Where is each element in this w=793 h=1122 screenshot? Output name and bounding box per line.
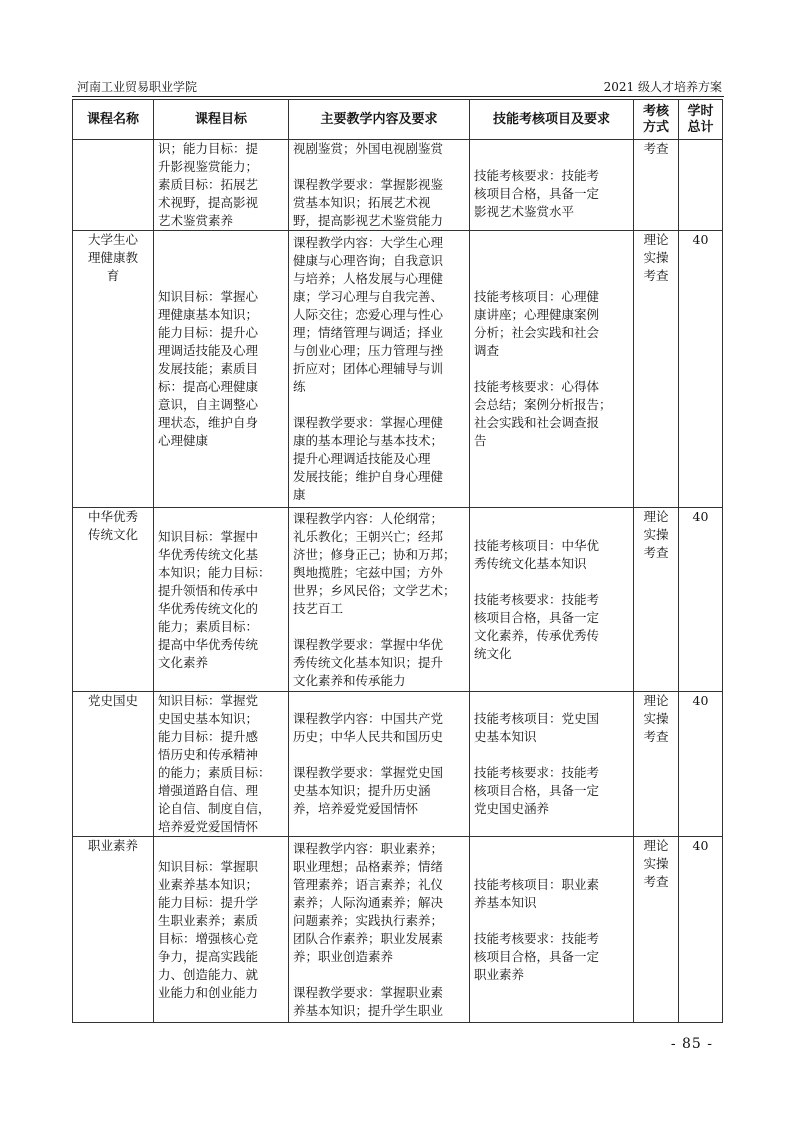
- header-rule: [72, 96, 724, 97]
- skill-assessment-cell: 技能考核项目：职业素 养基本知识 技能考核要求：技能考 核项目合格，具备一定 职业素养: [470, 837, 634, 1023]
- header-teaching-content: 主要教学内容及要求: [289, 100, 470, 140]
- course-name-cell: [73, 140, 154, 231]
- table-row: [73, 837, 723, 1023]
- teaching-content-cell: 课程教学内容：职业素养； 职业理想；品格素养；情绪 管理素养；语言素养；礼仪 素养；人际沟通素养；解决 问题素养；实践执行素养； 团队合作素养；职业发展素 养；职业创造素养 课程教学要求：掌握职业素 养基本知识；提升学生职业: [289, 837, 470, 1023]
- course-name-cell: 党史国史: [73, 692, 154, 837]
- header-school-name: 河南工业贸易职业学院: [77, 80, 198, 94]
- total-hours-cell: 40: [679, 231, 723, 508]
- table-header-row: [73, 100, 723, 140]
- course-table: [72, 99, 723, 1023]
- assessment-method-cell: 理论 实操 考查: [634, 508, 679, 692]
- header-assessment-method: 考核 方式: [634, 100, 679, 140]
- table-row: [73, 140, 723, 231]
- total-hours-cell: 40: [679, 508, 723, 692]
- course-goal-cell: 知识目标：掌握党 史国史基本知识； 能力目标：提升感 悟历史和传承精神 的能力；素质目标： 增强道路自信、理 论自信、制度自信， 培养爱党爱国情怀: [154, 692, 289, 837]
- page-number: - 85 -: [670, 1036, 713, 1052]
- teaching-content-cell: 课程教学内容：中国共产党 历史；中华人民共和国历史 课程教学要求：掌握党史国 史基本知识；提升历史涵 养，培养爱党爱国情怀: [289, 692, 470, 837]
- course-name-cell: 大学生心 理健康教 育: [73, 231, 154, 508]
- table-row: [73, 508, 723, 692]
- header-course-goal: 课程目标: [154, 100, 289, 140]
- course-name-cell: 职业素养: [73, 837, 154, 1023]
- course-goal-cell: 知识目标：掌握职 业素养基本知识； 能力目标：提升学 生职业素养；素质 目标：增强核心竞 争力，提高实践能 力、创造能力、就 业能力和创业能力: [154, 837, 289, 1023]
- total-hours-cell: 40: [679, 692, 723, 837]
- teaching-content-cell: 视剧鉴赏；外国电视剧鉴赏 课程教学要求：掌握影视鉴 赏基本知识；拓展艺术视 野，提高影视艺术鉴赏能力: [289, 140, 470, 231]
- assessment-method-cell: 理论 实操 考查: [634, 692, 679, 837]
- course-goal-cell: 识；能力目标：提 升影视鉴赏能力； 素质目标：拓展艺 术视野，提高影视 艺术鉴赏素养: [154, 140, 289, 231]
- header-document-title: 2021 级人才培养方案: [603, 80, 722, 94]
- skill-assessment-cell: 技能考核项目：心理健 康讲座；心理健康案例 分析；社会实践和社会 调查 技能考核要求：心得体 会总结；案例分析报告； 社会实践和社会调查报 告: [470, 231, 634, 508]
- header-course-name: 课程名称: [73, 100, 154, 140]
- course-name-cell: 中华优秀 传统文化: [73, 508, 154, 692]
- table-row: [73, 692, 723, 837]
- assessment-method-cell: 考查: [634, 140, 679, 231]
- assessment-method-cell: 理论 实操 考查: [634, 837, 679, 1023]
- skill-assessment-cell: 技能考核项目：中华优 秀传统文化基本知识 技能考核要求：技能考 核项目合格，具备一定 文化素养，传承优秀传 统文化: [470, 508, 634, 692]
- table-row: [73, 231, 723, 508]
- skill-assessment-cell: 技能考核项目：党史国 史基本知识 技能考核要求：技能考 核项目合格，具备一定 党史国史涵养: [470, 692, 634, 837]
- total-hours-cell: [679, 140, 723, 231]
- header-total-hours: 学时 总计: [679, 100, 723, 140]
- skill-assessment-cell: 技能考核要求：技能考 核项目合格，具备一定 影视艺术鉴赏水平: [470, 140, 634, 231]
- total-hours-cell: 40: [679, 837, 723, 1023]
- teaching-content-cell: 课程教学内容：大学生心理 健康与心理咨询；自我意识 与培养；人格发展与心理健 康；学习心理与自我完善、 人际交往；恋爱心理与性心 理；情绪管理与调适；择业 与创业心理；压力管理与挫 折应对；团体心理辅导与训 练 课程教学要求：掌握心理健 康的基本理论与基本技术； 提升心理调适技能及心理 发展技能；维护自身心理健 康: [289, 231, 470, 508]
- course-goal-cell: 知识目标：掌握中 华优秀传统文化基 本知识；能力目标： 提升领悟和传承中 华优秀传统文化的 能力；素质目标： 提高中华优秀传统 文化素养: [154, 508, 289, 692]
- assessment-method-cell: 理论 实操 考查: [634, 231, 679, 508]
- course-goal-cell: 知识目标：掌握心 理健康基本知识； 能力目标：提升心 理调适技能及心理 发展技能；素质目 标：提高心理健康 意识，自主调整心 理状态，维护自身 心理健康: [154, 231, 289, 508]
- teaching-content-cell: 课程教学内容：人伦纲常； 礼乐教化；王朝兴亡；经邦 济世；修身正己；协和万邦； 舆地揽胜；宅兹中国；方外 世界；乡风民俗；文学艺术； 技艺百工 课程教学要求：掌握中华优 秀传统文化基本知识；提升 文化素养和传承能力: [289, 508, 470, 692]
- header-skill-assessment: 技能考核项目及要求: [470, 100, 634, 140]
